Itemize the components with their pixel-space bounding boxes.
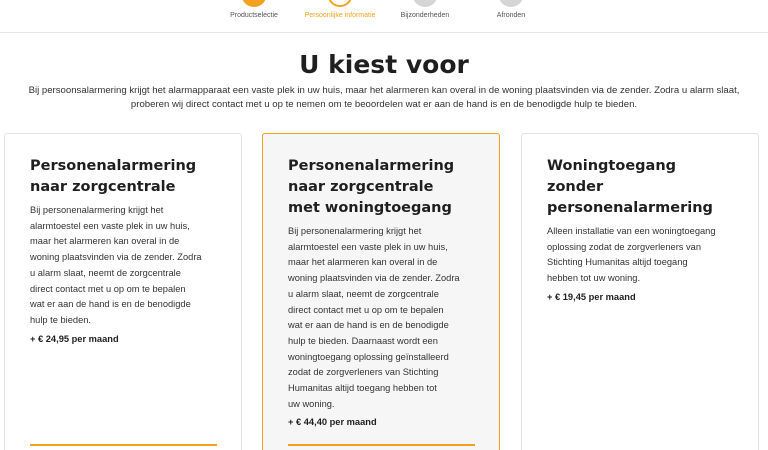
card-title xyxy=(547,156,734,219)
step-active-indicator xyxy=(328,0,352,7)
card-title-line: met woningtoegang xyxy=(288,200,452,216)
desc-line: alarmtoestel een vaste plek in uw huis, xyxy=(30,220,190,231)
desc-line: wat er aan de hand is en de benodigde xyxy=(288,320,449,331)
card-description xyxy=(30,203,217,329)
desc-line: woningtoegang oplossing geïnstalleerd xyxy=(288,351,449,362)
desc-line: alarmtoestel een vaste plek in uw huis, xyxy=(288,241,448,252)
step-label: Productselectie xyxy=(230,12,278,19)
step-label: Afronden xyxy=(496,12,526,19)
desc-line: zodat de zorgverleners van Stichting xyxy=(288,367,439,378)
desc-line: maar het alarmeren kan overal in de xyxy=(288,257,438,268)
desc-line: woning plaatsvinden via de zender. Zodra xyxy=(288,273,460,284)
desc-line: hebben tot uw woning. xyxy=(547,273,641,284)
card-title-line: naar zorgcentrale xyxy=(288,179,434,195)
step-todo-indicator xyxy=(413,0,437,7)
desc-line: Bij personenalarmering krijgt het xyxy=(30,205,164,215)
desc-line: oplossing zodat de zorgverleners van xyxy=(547,241,702,252)
card-title-line: Woningtoegang zonder xyxy=(547,158,677,195)
card-price: + € 44,40 per maand xyxy=(288,417,377,428)
option-card-personenalarmering-woningtoegang[interactable] xyxy=(262,133,500,450)
desc-line: Humanitas altijd toegang hebben tot xyxy=(288,383,437,394)
desc-line: u alarm slaat, neemt de zorgcentrale xyxy=(30,267,181,278)
select-button[interactable] xyxy=(288,444,475,450)
desc-line: direct contact met u op om te bepalen xyxy=(30,283,186,294)
step-todo-indicator xyxy=(499,0,523,7)
card-price: + € 24,95 per maand xyxy=(30,333,119,344)
select-button[interactable] xyxy=(30,444,217,450)
option-card-personenalarmering[interactable] xyxy=(4,133,242,450)
card-title xyxy=(288,156,475,219)
intro-line: proberen wij direct contact met u op te nemen om te beoordelen wat er aan de hand is en de benodigde hulp te bieden. xyxy=(130,99,638,110)
card-title-line: personenalarmering xyxy=(547,200,713,216)
desc-line: uw woning. xyxy=(288,398,335,409)
step-done-indicator xyxy=(242,0,266,7)
intro-text xyxy=(0,84,768,112)
page-title: U kiest voor xyxy=(299,50,469,79)
desc-line: u alarm slaat, neemt de zorgcentrale xyxy=(288,288,439,299)
desc-line: woning plaatsvinden via de zender. Zodra xyxy=(30,252,202,263)
progress-stepper xyxy=(0,0,768,33)
desc-line: maar het alarmeren kan overal in de xyxy=(30,236,180,247)
desc-line: Alleen installatie van een woningtoegang xyxy=(547,226,716,236)
desc-line: wat er aan de hand is en de benodigde xyxy=(30,299,191,310)
step-label: Bijzonderheden xyxy=(400,12,450,19)
desc-line: Stichting Humanitas altijd toegang xyxy=(547,257,688,268)
card-price: + € 19,45 per maand xyxy=(547,291,636,302)
desc-line: direct contact met u op om te bepalen xyxy=(288,304,444,315)
desc-line: Bij personenalarmering krijgt het xyxy=(288,226,422,236)
option-card-woningtoegang[interactable] xyxy=(521,133,759,450)
card-description xyxy=(547,224,734,287)
card-title-line: naar zorgcentrale xyxy=(30,179,176,195)
card-title-line: Personenalarmering xyxy=(30,158,197,174)
desc-line: hulp te bieden. Daarnaast wordt een xyxy=(288,335,438,346)
card-title-line: Personenalarmering xyxy=(288,158,455,174)
desc-line: hulp te bieden. xyxy=(30,314,91,325)
card-title xyxy=(30,156,217,198)
card-description xyxy=(288,224,475,412)
step-label: Persoonlijke informatie xyxy=(304,12,376,19)
intro-line: Bij persoonsalarmering krijgt het alarmapparaat een vaste plek in uw huis, maar het alarmeren kan overal in de woning plaatsvinden via de zender. Zodra u alarm slaat, xyxy=(28,85,740,96)
